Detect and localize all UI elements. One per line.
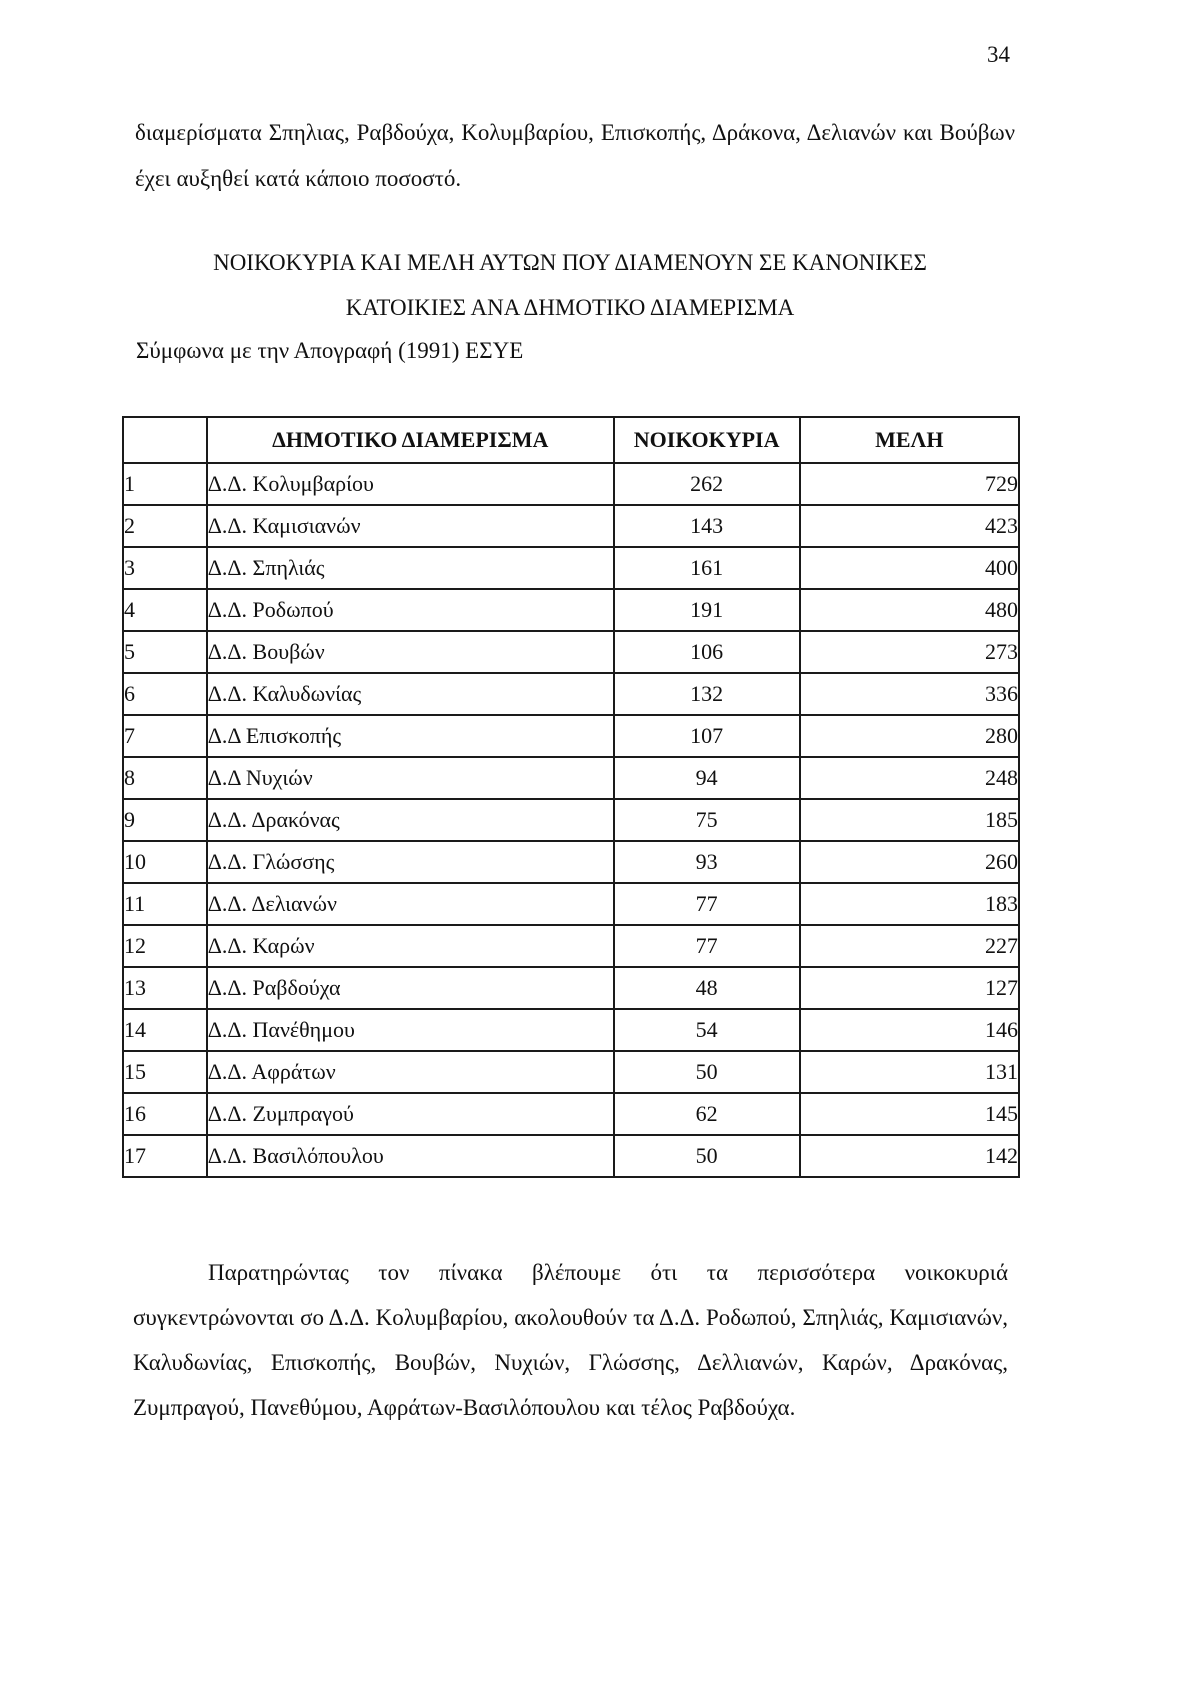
header-index <box>123 417 207 463</box>
row-index: 16 <box>123 1093 207 1135</box>
intro-paragraph <box>135 110 1015 202</box>
row-index: 17 <box>123 1135 207 1177</box>
table-row <box>123 673 1019 715</box>
row-index: 12 <box>123 925 207 967</box>
row-index: 4 <box>123 589 207 631</box>
households-value: 75 <box>614 799 800 841</box>
households-value: 54 <box>614 1009 800 1051</box>
households-value: 107 <box>614 715 800 757</box>
district-name: Δ.Δ Νυχιών <box>207 757 614 799</box>
members-value: 336 <box>800 673 1019 715</box>
table-header-row <box>123 417 1019 463</box>
table-source: Σύμφωνα με την Απογραφή (1991) ΕΣΥΕ <box>136 338 524 363</box>
table-row <box>123 463 1019 505</box>
table-title <box>130 240 1010 330</box>
table-title-line-1: ΝΟΙΚΟΚΥΡΙΑ ΚΑΙ ΜΕΛΗ ΑΥΤΩΝ ΠΟΥ ΔΙΑΜΕΝΟΥΝ ΣΕ ΚΑΝΟΝΙΚΕΣ <box>213 250 927 275</box>
row-index: 6 <box>123 673 207 715</box>
district-name: Δ.Δ. Αφράτων <box>207 1051 614 1093</box>
table-row <box>123 1135 1019 1177</box>
members-value: 423 <box>800 505 1019 547</box>
households-value: 77 <box>614 925 800 967</box>
district-name: Δ.Δ. Δελιανών <box>207 883 614 925</box>
district-name: Δ.Δ. Βουβών <box>207 631 614 673</box>
row-index: 7 <box>123 715 207 757</box>
district-name: Δ.Δ. Γλώσσης <box>207 841 614 883</box>
table-row <box>123 631 1019 673</box>
households-value: 143 <box>614 505 800 547</box>
households-value: 62 <box>614 1093 800 1135</box>
table-row <box>123 757 1019 799</box>
households-value: 94 <box>614 757 800 799</box>
intro-text: διαμερίσματα Σπηλιας, Ραβδούχα, Κολυμβαρίου, Επισκοπής, Δράκονα, Δελιανών και Βούβων έχει αυξηθεί κατά κάποιο ποσοστό. <box>135 120 1015 191</box>
district-name: Δ.Δ. Καρών <box>207 925 614 967</box>
row-index: 1 <box>123 463 207 505</box>
members-value: 729 <box>800 463 1019 505</box>
households-table <box>122 416 1020 1178</box>
district-name: Δ.Δ. Ζυμπραγού <box>207 1093 614 1135</box>
members-value: 131 <box>800 1051 1019 1093</box>
table-row <box>123 925 1019 967</box>
table-row <box>123 841 1019 883</box>
households-value: 77 <box>614 883 800 925</box>
district-name: Δ.Δ. Πανέθημου <box>207 1009 614 1051</box>
members-value: 183 <box>800 883 1019 925</box>
table-row <box>123 1093 1019 1135</box>
members-value: 185 <box>800 799 1019 841</box>
members-value: 280 <box>800 715 1019 757</box>
row-index: 3 <box>123 547 207 589</box>
households-value: 50 <box>614 1135 800 1177</box>
members-value: 146 <box>800 1009 1019 1051</box>
members-value: 127 <box>800 967 1019 1009</box>
households-value: 93 <box>614 841 800 883</box>
conclusion-text: Παρατηρώντας τον πίνακα βλέπουμε ότι τα περισσότερα νοικοκυριά συγκεντρώνονται σο Δ.Δ. Κολυμβαρίου, ακολουθούν τα Δ.Δ. Ροδωπού, Σπηλιάς, Καμισιανών, Καλυδωνίας, Επισκοπής, Βουβών, Νυχιών, Γλώσσης, Δελλιανών, Καρών, Δρακόνας, Ζυμπραγού, Πανεθύμου, Αφράτων-Βασιλόπουλου και τέλος Ραβδούχα. <box>133 1260 1008 1420</box>
table-row <box>123 715 1019 757</box>
row-index: 8 <box>123 757 207 799</box>
row-index: 14 <box>123 1009 207 1051</box>
row-index: 15 <box>123 1051 207 1093</box>
members-value: 260 <box>800 841 1019 883</box>
table-body <box>123 463 1019 1177</box>
households-value: 48 <box>614 967 800 1009</box>
row-index: 9 <box>123 799 207 841</box>
district-name: Δ.Δ. Ραβδούχα <box>207 967 614 1009</box>
district-name: Δ.Δ. Ροδωπού <box>207 589 614 631</box>
table-row <box>123 883 1019 925</box>
header-members: ΜΕΛΗ <box>800 417 1019 463</box>
district-name: Δ.Δ. Κολυμβαρίου <box>207 463 614 505</box>
members-value: 142 <box>800 1135 1019 1177</box>
district-name: Δ.Δ. Σπηλιάς <box>207 547 614 589</box>
header-households: ΝΟΙΚΟΚΥΡΙΑ <box>614 417 800 463</box>
district-name: Δ.Δ. Καλυδωνίας <box>207 673 614 715</box>
households-value: 161 <box>614 547 800 589</box>
district-name: Δ.Δ Επισκοπής <box>207 715 614 757</box>
district-name: Δ.Δ. Καμισιανών <box>207 505 614 547</box>
households-value: 132 <box>614 673 800 715</box>
row-index: 2 <box>123 505 207 547</box>
members-value: 480 <box>800 589 1019 631</box>
table-row <box>123 505 1019 547</box>
row-index: 13 <box>123 967 207 1009</box>
table-row <box>123 589 1019 631</box>
members-value: 400 <box>800 547 1019 589</box>
members-value: 145 <box>800 1093 1019 1135</box>
households-value: 50 <box>614 1051 800 1093</box>
table-row <box>123 1051 1019 1093</box>
households-value: 106 <box>614 631 800 673</box>
row-index: 10 <box>123 841 207 883</box>
table-row <box>123 1009 1019 1051</box>
district-name: Δ.Δ. Βασιλόπουλου <box>207 1135 614 1177</box>
page-number: 34 <box>987 42 1010 67</box>
table-row <box>123 799 1019 841</box>
households-value: 262 <box>614 463 800 505</box>
row-index: 11 <box>123 883 207 925</box>
district-name: Δ.Δ. Δρακόνας <box>207 799 614 841</box>
members-value: 248 <box>800 757 1019 799</box>
table-title-line-2: ΚΑΤΟΙΚΙΕΣ ΑΝΑ ΔΗΜΟΤΙΚΟ ΔΙΑΜΕΡΙΣΜΑ <box>345 295 795 320</box>
conclusion-paragraph <box>133 1250 1008 1430</box>
table-row <box>123 547 1019 589</box>
header-district: ΔΗΜΟΤΙΚΟ ΔΙΑΜΕΡΙΣΜΑ <box>207 417 614 463</box>
table-row <box>123 967 1019 1009</box>
members-value: 227 <box>800 925 1019 967</box>
households-value: 191 <box>614 589 800 631</box>
row-index: 5 <box>123 631 207 673</box>
members-value: 273 <box>800 631 1019 673</box>
